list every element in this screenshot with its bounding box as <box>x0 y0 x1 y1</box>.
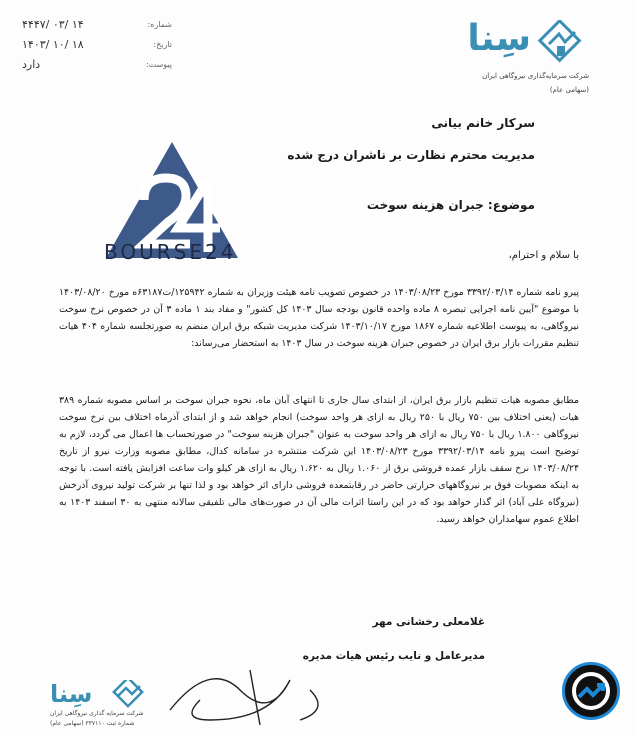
footer-company-logo <box>50 680 150 732</box>
signatory-name: غلامعلی رخشانی مهر <box>372 616 485 628</box>
letter-attachment-value: دارد <box>22 57 41 71</box>
letter-number-value: ۴۴۴۷/ ۰۳/ ۱۴ <box>22 17 84 31</box>
trend-arrow-icon <box>565 665 617 717</box>
addressee-name: سرکار خانم بیانی <box>431 116 535 130</box>
company-name: شرکت سرمایه‌گذاری نیروگاهی ایران <box>482 72 589 80</box>
company-logo-icon <box>537 20 585 64</box>
footer-registration: شماره ثبت ۳۳۷۱۱۰ (سهامی عام) <box>50 720 135 727</box>
letter-paragraph-1: پیرو نامه شماره ۳۳۹۲/۰۳/۱۴ مورخ ۱۴۰۳/۰۸/۲۳ در خصوص تصویب نامه هیئت وزیران به شماره ۱۲۵۹۴۲/ت۶۳۱۸۷ه مورخ ۱۴۰۳/۰۸/۲۰ با موضوع "آیین نامه اجرایی تبصره ۸ ماده واحده قانون بودجه سال ۱۴۰۳ کل کشور" و مفاد بند ۱ ماده ۳ آن در خصوص نرخ سوخت نیروگاهی، به پیوست اطلاعیه شماره ۱۸۶۷ مورخ ۱۴۰۳/۱۰/۱۷ شرکت مدیریت شبکه برق ایران منضم به صورتجلسه شماره ۴۰۴ هیات تنظیم مقررات بازار برق ایران در خصوص جبران هزینه سوخت در سال ۱۴۰۳ به استحضار می‌رساند: <box>59 287 579 349</box>
letter-number-label: شماره: <box>147 19 172 29</box>
company-type: (سهامی عام) <box>549 86 589 94</box>
footer-logo-word: سِنا <box>50 680 93 708</box>
app-badge <box>562 662 620 720</box>
letter-paragraph-2: مطابق مصوبه هیات تنظیم بازار برق ایران، از ابتدای سال جاری تا انتهای آبان ماه، نحوه جبران سوخت بر اساس مصوبه شماره ۳۸۹ هیات (یعنی اختلاف بین ۷۵۰ ریال با ۲۵۰ ریال به ازای هر واحد سوخت) انجام خواهد شد و از ابتدای آذرماه اختلاف بین نرخ سوخت نیروگاهی ۱.۸۰۰ ریال با ۷۵۰ ریال به ازای هر واحد سوخت به عنوان "جبران هزینه سوخت" در صورتحساب ها اعمال می گردد، لازم به توضیح است پیرو نامه ۳۳۹۲/۰۳/۱۴ مورخ ۱۴۰۳/۰۸/۲۳ این شرکت منتشره در سامانه کدال، مطابق مصوبه وزارت نیرو از تاریخ ۱۴۰۳/۰۸/۲۴ نرخ سقف بازار عمده فروشی برق از ۱.۰۶۰ ریال به ۱.۶۲۰ ریال به ازای هر کیلو وات ساعت افزایش یافته است. با توجه به اینکه مصوبات فوق بر نیروگاههای حرارتی حاضر در رقابتمعده فروشی دارای اثر خواهد بود و لذا تنها بر شرکت تولید نیروی آذرخش (نیروگاه علی آباد) اثر گذار خواهد بود که در این راستا اثرات مالی آن در صورت‌های مالی تلفیقی سالانه منتهی به ۳۰ اسفند ۱۴۰۳ به اطلاع عموم سهامداران خواهد رسید. <box>59 395 579 525</box>
letter-date-value: ۱۴۰۳/ ۱۰/ ۱۸ <box>22 37 84 51</box>
company-logo-word: سِنا <box>467 18 531 59</box>
company-logo <box>449 14 589 104</box>
footer-company-name: شرکت سرمایه گذاری نیروگاهی ایران <box>50 710 144 717</box>
letter-date-label: تاریخ: <box>153 39 172 49</box>
letter-greeting: با سلام و احترام، <box>508 250 579 261</box>
footer-logo-icon <box>112 680 146 708</box>
watermark-brand: BOURSE24 <box>104 240 237 264</box>
signatory-title: مدیرعامل و نایب رئیس هیات مدیره <box>302 650 485 662</box>
letter-meta <box>22 14 172 74</box>
addressee-title: مدیریت محترم نظارت بر ناشران درج شده <box>287 148 535 162</box>
letter-subject: موضوع: جبران هزینه سوخت <box>366 198 535 212</box>
letter-attachment-label: پیوست: <box>145 59 172 69</box>
handwritten-signature-icon <box>150 650 350 730</box>
